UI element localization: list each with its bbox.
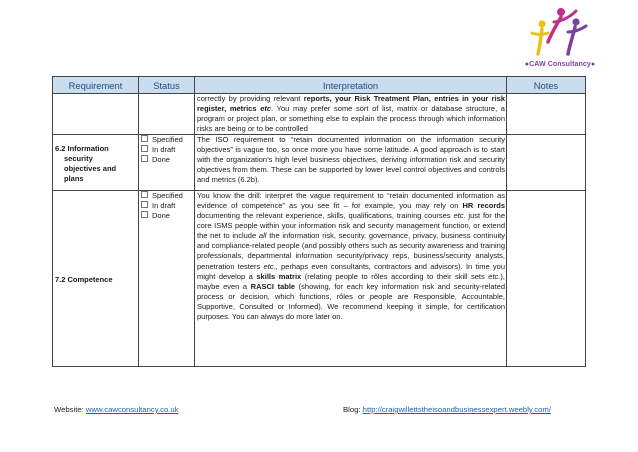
status-option[interactable]: Done — [141, 155, 194, 165]
status-option[interactable]: Specified — [141, 135, 194, 145]
website-link[interactable]: www.cawconsultancy.co.uk — [85, 405, 179, 414]
checkbox-icon[interactable] — [141, 145, 148, 152]
blog-link[interactable]: http://craigwillettstheisoandbusinessexpert.weebly.com/ — [362, 405, 551, 414]
table-row — [53, 94, 586, 135]
status-cell — [139, 135, 195, 191]
table-row — [53, 135, 586, 191]
requirement-title: 6.2 Information — [55, 143, 109, 153]
notes-cell — [507, 94, 586, 135]
status-cell — [139, 94, 195, 135]
checkbox-icon[interactable] — [141, 155, 148, 162]
requirement-title-line: plans — [64, 173, 84, 183]
header-notes: Notes — [507, 77, 586, 94]
table-header-row — [53, 77, 586, 94]
status-option[interactable]: Specified — [141, 191, 194, 201]
footer-website — [54, 405, 178, 414]
website-label: Website: — [54, 405, 86, 414]
checkbox-icon[interactable] — [141, 201, 148, 208]
status-option[interactable]: In draft — [141, 145, 194, 155]
notes-cell — [507, 135, 586, 191]
table-row — [53, 191, 586, 367]
status-option[interactable]: Done — [141, 211, 194, 221]
status-cell — [139, 191, 195, 367]
requirement-cell — [53, 191, 139, 367]
interpretation-cell: The ISO requirement to “retain documented information on the information security objectives” is vague too, so once more you have some latitude. A good approach is to start with the organization’s high level business objectives, deriving information risk and security objectives from them. These can be supported by lower level control objectives and controls and metrics (6.2b). — [195, 135, 507, 191]
checkbox-icon[interactable] — [141, 191, 148, 198]
requirement-title: 7.2 Competence — [55, 274, 113, 284]
requirement-cell — [53, 135, 139, 191]
interpretation-cell: correctly by providing relevant reports, your Risk Treatment Plan, entries in your risk register, metrics etc. You may prefer some sort of list, matrix or database structure, a program or project plan, or something else to explain the process through which information risks are being or to be controlled — [195, 94, 507, 135]
header-interpretation: Interpretation — [195, 77, 507, 94]
logo-text: ●CAW Consultancy● — [524, 61, 596, 68]
blog-label: Blog: — [343, 405, 363, 414]
footer-blog — [343, 405, 551, 414]
status-option[interactable]: In draft — [141, 201, 194, 211]
checkbox-icon[interactable] — [141, 135, 148, 142]
people-figures-icon — [524, 6, 596, 60]
requirement-cell — [53, 94, 139, 135]
requirements-table — [52, 76, 586, 367]
requirement-title-line: objectives and — [64, 163, 117, 173]
checkbox-icon[interactable] — [141, 211, 148, 218]
company-logo — [510, 6, 610, 72]
header-requirement: Requirement — [53, 77, 139, 94]
notes-cell — [507, 191, 586, 367]
requirement-title-line: security — [64, 153, 93, 163]
interpretation-cell: You know the drill: interpret the vague requirement to “retain documented information as evidence of competence” as you see fit – for example, you may rely on HR records documenting the relevant experience, skills, qualifications, training courses etc. just for the core ISMS people within your information risk and security management function, or extend the net to include all the information risk, security, governance, privacy, business continuity and compliance-related people (and possibly others such as security awareness and training professionals, departmental information security/privacy reps, business/security analysts, penetration testers etc., perhaps even consultants, contractors and advisors). In time you might develop a skills matrix (relating people to rôles according to their skill sets etc.), maybe even a RASCI table (showing, for each key information risk and security-related process or decision, which functions, rôles or people are Responsible, Accountable, Supportive, Consulted or Informed). We recommend keeping it simple, for certification purposes. You can always do more later on. — [195, 191, 507, 367]
header-status: Status — [139, 77, 195, 94]
